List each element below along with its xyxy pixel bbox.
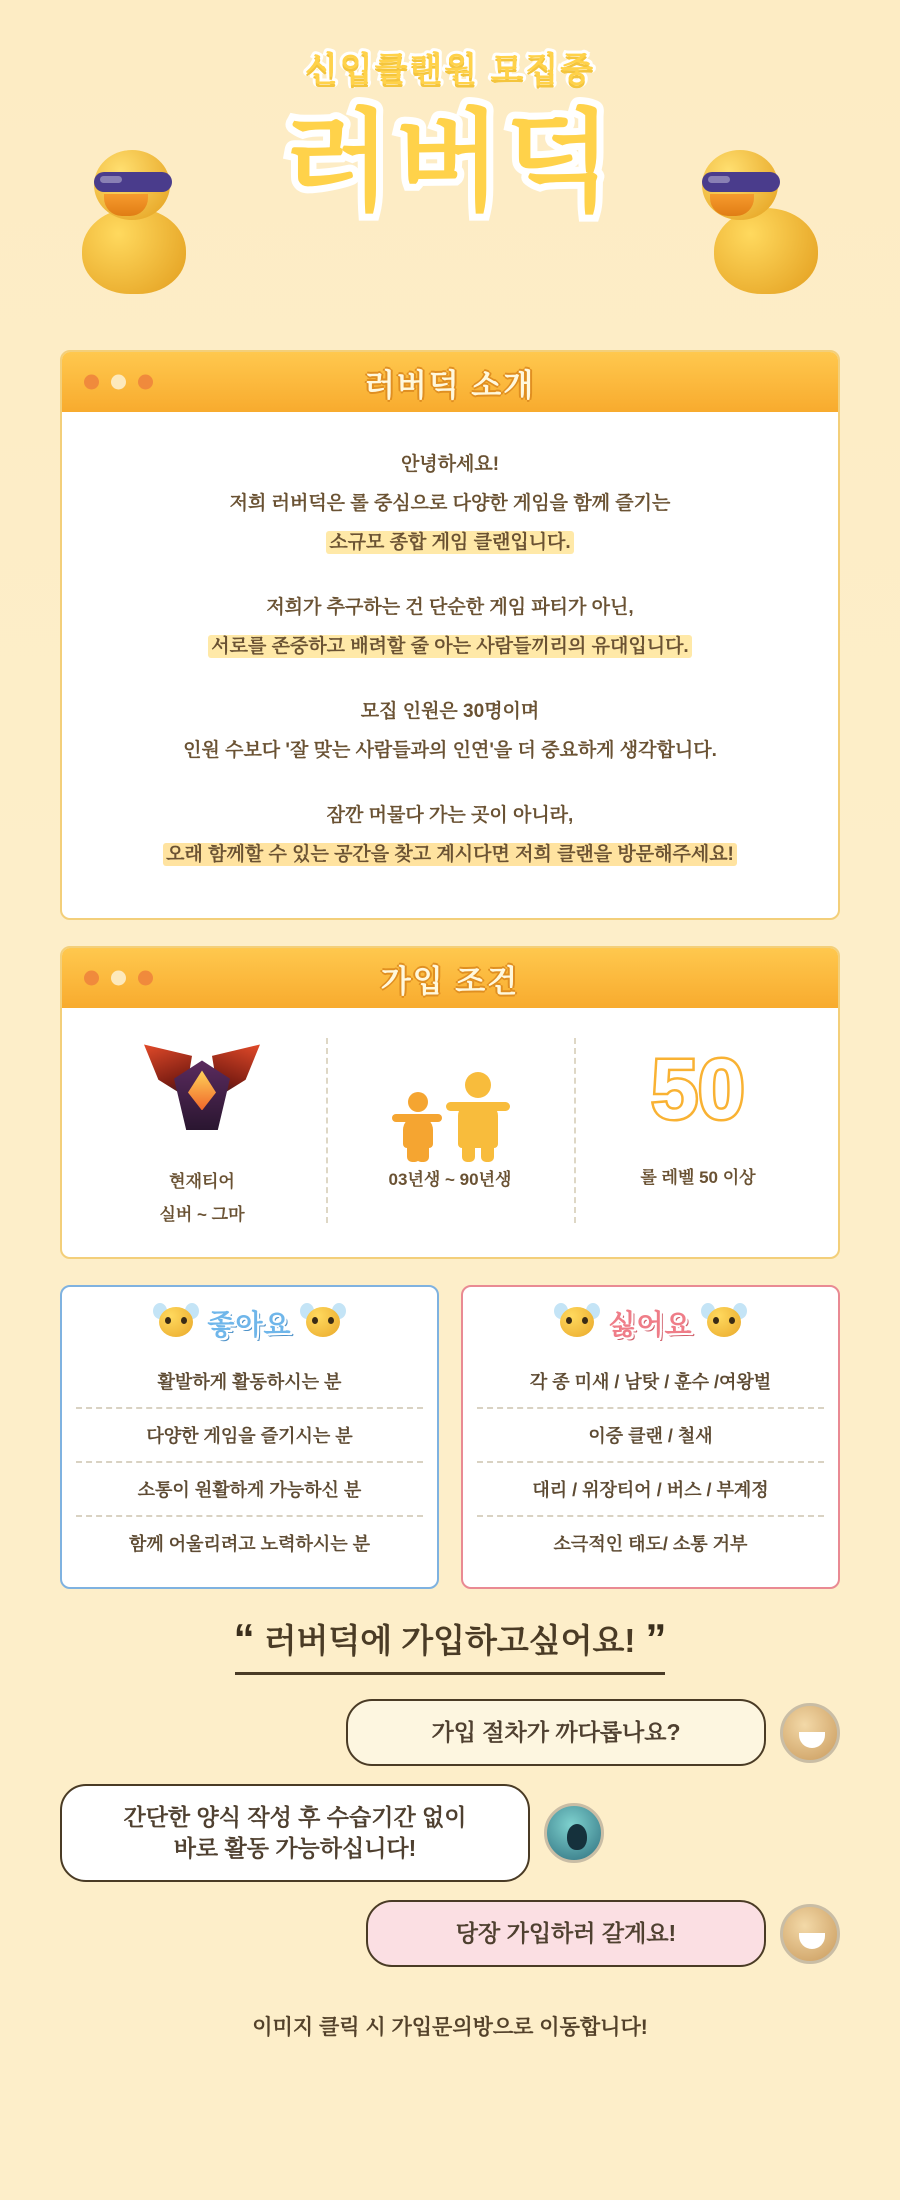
- footer-notice[interactable]: 이미지 클릭 시 가입문의방으로 이동합니다!: [252, 2016, 648, 2040]
- window-dots: [84, 971, 153, 986]
- quote-divider: [235, 1672, 665, 1675]
- list-item: 이중 클랜 / 철새: [477, 1409, 824, 1463]
- condition-age-caption: 03년생 ~ 90년생: [388, 1170, 512, 1190]
- intro-line: 저희 러버덕은 롤 중심으로 다양한 게임을 함께 즐기는: [229, 492, 671, 514]
- window-dot-red-icon: [84, 971, 99, 986]
- condition-caption-line: 현재티어: [169, 1172, 235, 1192]
- intro-line-highlight: 오래 함께할 수 있는 공간을 찾고 계시다면 저희 클랜을 방문해주세요!: [163, 843, 737, 866]
- intro-paragraph: [92, 446, 808, 563]
- intro-paragraph: [92, 693, 808, 771]
- chat-bubble: [346, 1699, 766, 1766]
- window-dots: [84, 375, 153, 390]
- duck-mascot-right-icon: [702, 150, 832, 300]
- level-number: 50: [651, 1041, 745, 1136]
- chat-row: [60, 1699, 840, 1766]
- conditions-body: [62, 1008, 838, 1257]
- intro-card: [60, 350, 840, 920]
- poster-header: [60, 0, 840, 350]
- intro-line: 안녕하세요!: [400, 454, 500, 475]
- preferences-good-header: [76, 1303, 423, 1343]
- penguin-avatar: [544, 1803, 604, 1863]
- bee-left-icon: [155, 1303, 197, 1343]
- conditions-card-header: [62, 948, 838, 1008]
- hamster-avatar: [780, 1703, 840, 1763]
- condition-level: [574, 1030, 822, 1231]
- condition-tier: [78, 1030, 326, 1231]
- window-dot-yellow-icon: [111, 971, 126, 986]
- intro-line: 모집 인원은 30명이며: [360, 700, 540, 722]
- conditions-card-title: 가입 조건: [380, 963, 520, 999]
- preferences-bad-header: [477, 1303, 824, 1343]
- conditions-card: [60, 946, 840, 1259]
- bee-right-icon: [703, 1303, 745, 1343]
- chat-bubble: [366, 1900, 766, 1967]
- hamster-avatar: [780, 1904, 840, 1964]
- list-item: 소통이 원활하게 가능하신 분: [76, 1463, 423, 1517]
- preferences-good-title: 좋아요: [207, 1309, 292, 1341]
- list-item: 다양한 게임을 즐기시는 분: [76, 1409, 423, 1463]
- intro-body: [62, 412, 838, 918]
- quote-section: [60, 1615, 840, 1675]
- intro-card-header: [62, 352, 838, 412]
- condition-age: [326, 1030, 574, 1231]
- quote-line: [234, 1615, 667, 1662]
- page-title: 러버덕: [284, 101, 616, 224]
- chat-line: 당장 가입하러 갈게요!: [455, 1920, 677, 1947]
- bee-left-icon: [556, 1303, 598, 1343]
- window-dot-green-icon: [138, 375, 153, 390]
- intro-paragraph: [92, 797, 808, 875]
- intro-line: 잠깐 머물다 가는 곳이 아니라,: [326, 804, 574, 826]
- condition-caption-line: 실버 ~ 그마: [159, 1204, 245, 1224]
- list-item: 소극적인 태도/ 소통 거부: [553, 1534, 748, 1555]
- preferences-good-list: [76, 1355, 423, 1569]
- chat-row: [60, 1900, 840, 1967]
- intro-card-title: 러버덕 소개: [364, 367, 536, 403]
- condition-level-caption: 롤 레벨 50 이상: [640, 1168, 756, 1188]
- quote-open-icon: “: [233, 1614, 255, 1662]
- intro-paragraph: [92, 589, 808, 667]
- chat-row: [60, 1784, 840, 1882]
- intro-line-highlight: 서로를 존중하고 배려할 줄 아는 사람들끼리의 유대입니다.: [208, 635, 691, 658]
- list-item: 활발하게 활동하시는 분: [76, 1355, 423, 1409]
- preferences-bad-title: 싫어요: [608, 1309, 693, 1341]
- quote-text: 러버덕에 가입하고싶어요!: [264, 1622, 636, 1660]
- list-item: 대리 / 위장티어 / 버스 / 부계정: [477, 1463, 824, 1517]
- intro-line: 저희가 추구하는 건 단순한 게임 파티가 아닌,: [266, 596, 634, 618]
- intro-line: 인원 수보다 '잘 맞는 사람들과의 인연'을 더 중요하게 생각합니다.: [183, 739, 717, 761]
- list-item: 각 종 미새 / 남탓 / 훈수 /여왕벌: [477, 1355, 824, 1409]
- header-subtitle: 신입클랜원 모집중: [304, 51, 596, 89]
- list-item: 함께 어울리려고 노력하시는 분: [128, 1534, 371, 1555]
- preferences-bad-card: [461, 1285, 840, 1589]
- chat-bubble: [60, 1784, 530, 1882]
- window-dot-red-icon: [84, 375, 99, 390]
- bee-right-icon: [302, 1303, 344, 1343]
- quote-close-icon: ”: [645, 1614, 667, 1662]
- window-dot-yellow-icon: [111, 375, 126, 390]
- chat-line: 간단한 양식 작성 후 수습기간 없이: [123, 1804, 467, 1831]
- preferences-section: [60, 1285, 840, 1589]
- chat-line: 바로 활동 가능하십니다!: [173, 1835, 417, 1862]
- intro-line-highlight: 소규모 종합 게임 클랜입니다.: [326, 531, 573, 554]
- rank-emblem-icon: [142, 1036, 262, 1154]
- condition-tier-caption: [86, 1166, 318, 1231]
- duck-mascot-left-icon: [68, 150, 198, 300]
- chat-line: 가입 절차가 까다롭나요?: [431, 1719, 681, 1746]
- window-dot-green-icon: [138, 971, 153, 986]
- chat-section: [60, 1699, 840, 1967]
- preferences-bad-list: [477, 1355, 824, 1569]
- people-icon: [334, 1030, 566, 1148]
- preferences-good-card: [60, 1285, 439, 1589]
